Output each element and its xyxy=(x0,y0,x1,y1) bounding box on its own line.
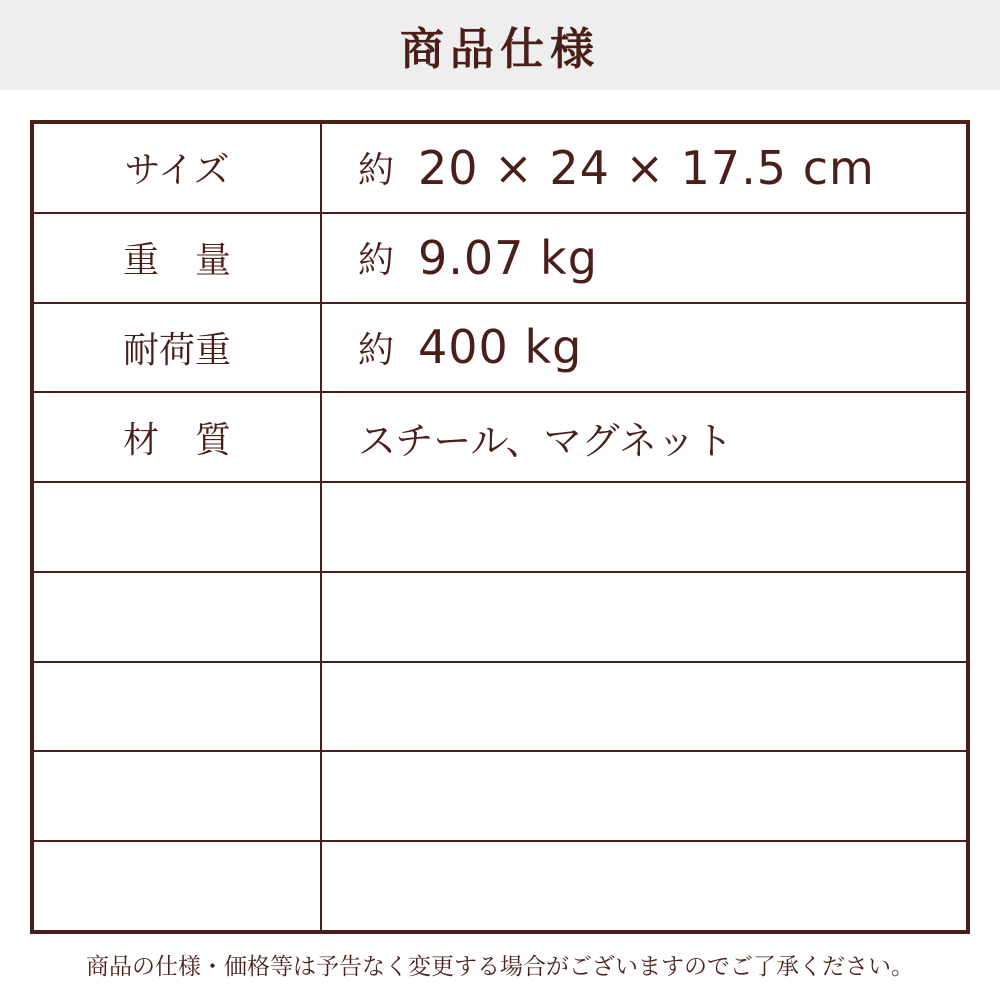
spec-value xyxy=(322,393,966,481)
spec-value xyxy=(322,214,966,302)
page-title: 商品仕様 xyxy=(400,24,600,75)
spec-row-empty xyxy=(34,663,966,753)
spec-row-size xyxy=(34,124,966,214)
spec-value xyxy=(322,573,966,661)
spec-label xyxy=(34,842,322,930)
spec-value xyxy=(322,483,966,571)
spec-row-empty xyxy=(34,752,966,842)
spec-row-empty xyxy=(34,573,966,663)
spec-value xyxy=(322,842,966,930)
spec-row-empty xyxy=(34,842,966,930)
spec-label xyxy=(34,663,322,751)
spec-value xyxy=(322,752,966,840)
approx-prefix: 約 xyxy=(358,150,395,192)
spec-value xyxy=(322,124,966,212)
spec-table xyxy=(30,120,970,934)
spec-label xyxy=(34,483,322,571)
spec-label: サイズ xyxy=(34,124,322,212)
spec-value-text: スチール、マグネット xyxy=(358,418,734,463)
spec-row-empty xyxy=(34,483,966,573)
spec-value xyxy=(322,663,966,751)
spec-label xyxy=(34,573,322,661)
spec-row-material xyxy=(34,393,966,483)
spec-value-text: 20 × 24 × 17.5 cm xyxy=(418,140,875,195)
spec-row-load-capacity xyxy=(34,304,966,394)
spec-label: 材 質 xyxy=(34,393,322,481)
page-header xyxy=(0,0,1000,90)
approx-prefix: 約 xyxy=(358,329,395,371)
disclaimer-footnote: 商品の仕様・価格等は予告なく変更する場合がございますのでご了承ください。 xyxy=(86,954,914,980)
spec-label: 重 量 xyxy=(34,214,322,302)
spec-value xyxy=(322,304,966,392)
spec-value-text: 400 kg xyxy=(418,320,583,375)
spec-label xyxy=(34,752,322,840)
spec-row-weight xyxy=(34,214,966,304)
spec-value-text: 9.07 kg xyxy=(418,230,598,285)
approx-prefix: 約 xyxy=(358,240,395,282)
spec-label: 耐荷重 xyxy=(34,304,322,392)
